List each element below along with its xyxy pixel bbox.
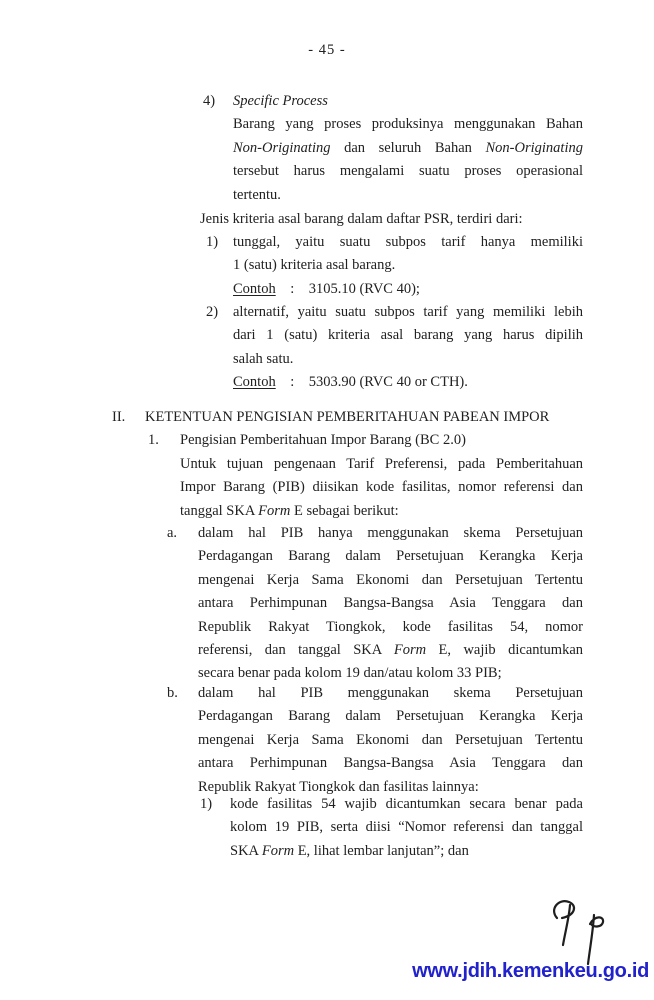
page-number: - 45 -: [308, 42, 346, 58]
text-line: [198, 616, 583, 639]
text-segment: tertentu.: [233, 186, 281, 203]
text-line: [198, 545, 583, 568]
text-line: [233, 184, 583, 207]
text-line: [230, 840, 583, 863]
text-line: [233, 301, 583, 324]
text-segment: Form: [258, 502, 291, 519]
text-line: [233, 160, 583, 183]
text-segment: antara Perhimpunan Bangsa-Bangsa Asia Tenggara dan: [198, 595, 583, 612]
text-segment: tanggal SKA: [180, 502, 259, 519]
item-b1-kode-fasilitas: [230, 793, 583, 863]
text-segment: Contoh: [233, 280, 276, 297]
item-b-skema-fasilitas-lain: [198, 682, 583, 799]
item-2-alternatif-label: 2): [206, 304, 219, 320]
text-segment: mengenai Kerja Sama Ekonomi dan Persetujuan Tertentu: [198, 731, 583, 748]
item-b1-kode-fasilitas-label: 1): [200, 796, 213, 812]
text-segment: dalam hal PIB menggunakan skema Persetujuan: [198, 685, 583, 701]
text-segment: E, wajib dicantumkan: [426, 642, 584, 659]
item-1-tunggal: [233, 231, 583, 301]
text-segment: Impor Barang (PIB) diisikan kode fasilitas, nomor referensi dan: [180, 479, 583, 496]
text-segment: antara Perhimpunan Bangsa-Bangsa Asia Tenggara dan: [198, 755, 583, 772]
text-segment: Non-Originating: [233, 139, 331, 156]
text-line: [198, 592, 583, 615]
text-segment: dalam hal PIB hanya menggunakan skema Persetujuan: [198, 525, 583, 541]
text-segment: alternatif, yaitu suatu subpos tarif yang memiliki lebih: [233, 304, 583, 320]
text-line: [180, 476, 583, 499]
item-a-skema-tunggal-label: a.: [167, 525, 178, 541]
text-segment: SKA: [230, 842, 262, 859]
text-segment: : 3105.10 (RVC 40);: [275, 280, 420, 297]
text-line: [180, 429, 583, 452]
text-line: [233, 324, 583, 347]
text-segment: salah satu.: [233, 350, 294, 367]
text-line: [180, 500, 583, 523]
text-segment: KETENTUAN PENGISIAN PEMBERITAHUAN PABEAN IMPOR: [145, 409, 550, 425]
item-4-specific-process-label: 4): [203, 93, 216, 109]
item-a-skema-tunggal: [198, 522, 583, 686]
text-segment: referensi, dan tanggal SKA: [198, 642, 394, 659]
text-segment: Pengisian Pemberitahuan Impor Barang (BC 2.0): [180, 432, 466, 448]
text-line: [200, 208, 586, 231]
text-segment: secara benar pada kolom 19 dan/atau kolom 33 PIB;: [198, 665, 502, 682]
text-segment: Specific Process: [233, 93, 328, 109]
section-ii-heading: [145, 406, 585, 429]
text-line: [198, 752, 583, 775]
item-4-specific-process: [233, 90, 583, 207]
text-line: [145, 406, 585, 429]
text-segment: tunggal, yaitu suatu subpos tarif hanya memiliki: [233, 234, 583, 250]
text-segment: Republik Rakyat Tiongkok, kode fasilitas 54, nomor: [198, 618, 583, 635]
text-line: [233, 137, 583, 160]
text-segment: 1 (satu) kriteria asal barang.: [233, 257, 396, 274]
item-1-pengisian-pib-label: 1.: [148, 432, 159, 448]
item-2-alternatif: [233, 301, 583, 395]
text-segment: mengenai Kerja Sama Ekonomi dan Persetujuan Tertentu: [198, 571, 583, 588]
text-line: [230, 816, 583, 839]
text-line: [230, 793, 583, 816]
text-line: [198, 682, 583, 705]
text-line: [233, 231, 583, 254]
para-tujuan-tarif-preferensi: [180, 453, 583, 523]
text-segment: Jenis kriteria asal barang dalam daftar PSR, terdiri dari:: [200, 211, 523, 227]
text-segment: E sebagai berikut:: [290, 502, 399, 519]
text-line: [198, 705, 583, 728]
text-segment: : 5303.90 (RVC 40 or CTH).: [275, 374, 468, 391]
jdih-kemenkeu-link[interactable]: www.jdih.kemenkeu.go.id: [412, 960, 649, 982]
text-line: [198, 522, 583, 545]
text-segment: Form: [393, 642, 427, 659]
text-segment: Republik Rakyat Tiongkok dan fasilitas lainnya:: [198, 778, 479, 795]
text-segment: kolom 19 PIB, serta diisi “Nomor referensi dan tanggal: [230, 819, 583, 836]
text-segment: Non-Originating: [485, 139, 583, 156]
text-line: [198, 639, 583, 662]
psr-intro-line: [200, 208, 586, 231]
text-line: [233, 113, 583, 136]
text-segment: Perdagangan Barang dalam Persetujuan Kerangka Kerja: [198, 548, 583, 565]
item-1-pengisian-pib: [180, 429, 583, 452]
text-line: [198, 569, 583, 592]
text-segment: E, lihat lembar lanjutan”; dan: [294, 842, 469, 859]
text-line: [233, 371, 583, 394]
text-line: [233, 90, 583, 113]
text-line: [233, 348, 583, 371]
text-segment: dari 1 (satu) kriteria asal barang yang harus dipilih: [233, 327, 583, 344]
text-line: [180, 453, 583, 476]
text-line: [198, 729, 583, 752]
section-ii-heading-label: II.: [112, 409, 126, 425]
text-segment: Barang yang proses produksinya menggunakan Bahan: [233, 116, 583, 133]
text-line: [233, 254, 583, 277]
item-b-skema-fasilitas-lain-label: b.: [167, 685, 178, 701]
text-segment: dan seluruh Bahan: [330, 139, 486, 156]
text-segment: tersebut harus mengalami suatu proses operasional: [233, 163, 583, 180]
text-segment: Untuk tujuan pengenaan Tarif Preferensi, pada Pemberitahuan: [180, 456, 583, 472]
item-1-tunggal-label: 1): [206, 234, 219, 250]
text-segment: Perdagangan Barang dalam Persetujuan Kerangka Kerja: [198, 708, 583, 725]
text-line: [233, 278, 583, 301]
text-segment: Form: [261, 842, 295, 859]
text-segment: kode fasilitas 54 wajib dicantumkan secara benar pada: [230, 796, 583, 812]
text-segment: Contoh: [233, 374, 276, 391]
